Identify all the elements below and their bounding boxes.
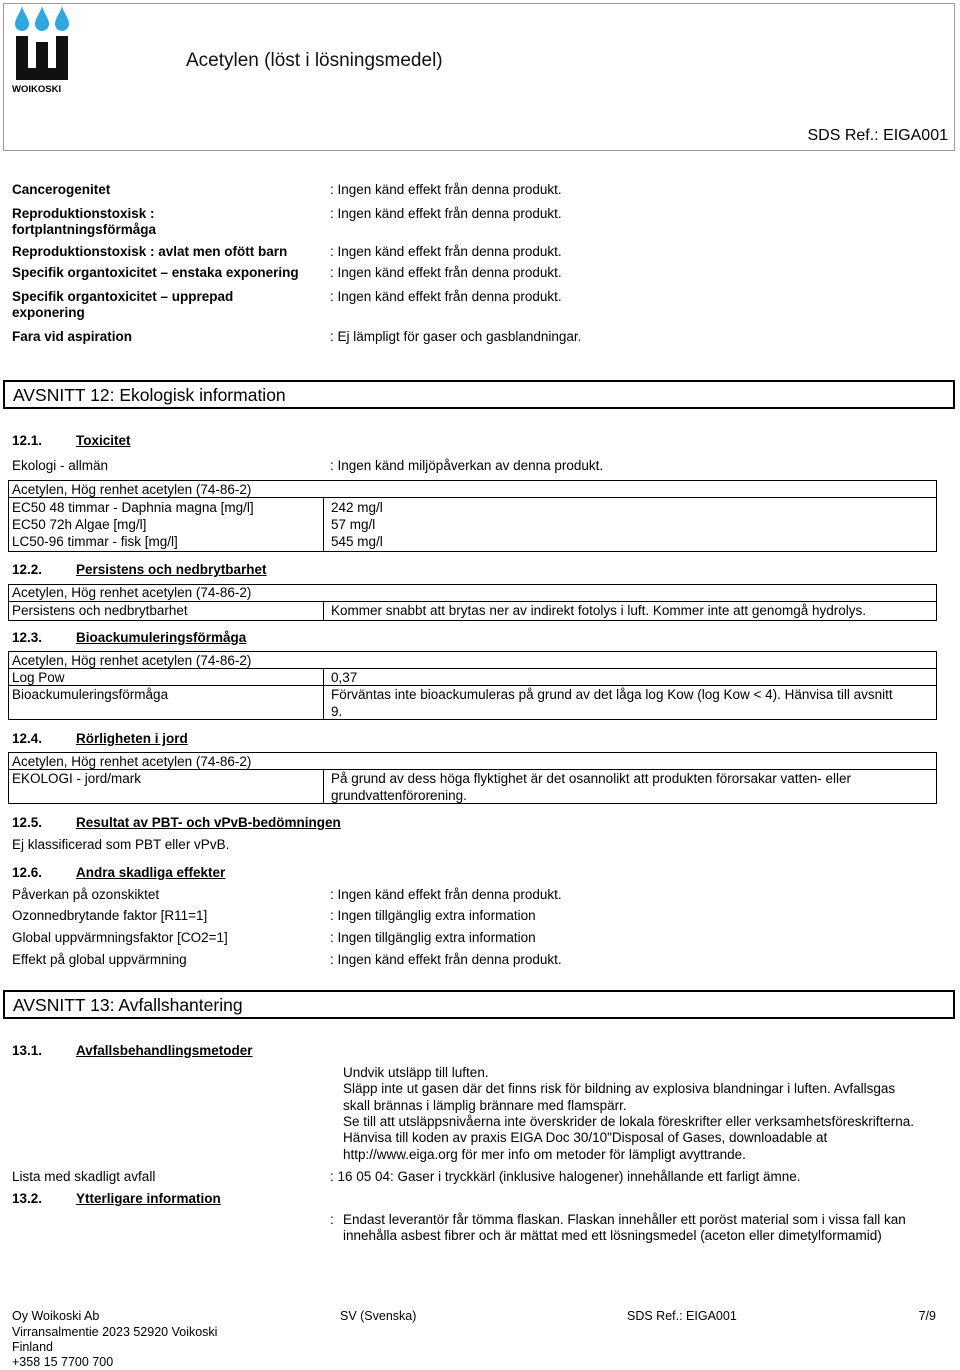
s123-table-column-divider <box>323 668 324 720</box>
s121-row-label-daphnia: EC50 48 timmar - Daphnia magna [mg/l] <box>12 500 254 515</box>
s122-heading: Persistens och nedbrytbarhet <box>76 562 267 577</box>
footer-company: Oy Woikoski Ab <box>12 1309 100 1323</box>
s123-heading: Bioackumuleringsförmåga <box>76 630 247 645</box>
s124-heading: Rörligheten i jord <box>76 731 188 746</box>
s126-value-gwp: : Ingen tillgänglig extra information <box>330 930 536 945</box>
section-12-title: AVSNITT 12: Ekologisk information <box>13 385 286 405</box>
s121-row-label-fish: LC50-96 timmar - fisk [mg/l] <box>12 534 178 549</box>
tox-label-unborn: Reproduktionstoxisk : avlat men ofött barn <box>12 244 288 259</box>
s131-waste-label: Lista med skadligt avfall <box>12 1169 156 1184</box>
s121-row-value-algae: 57 mg/l <box>331 517 376 532</box>
s122-row-label: Persistens och nedbrytbarhet <box>12 603 188 618</box>
s121-table-divider <box>8 497 937 498</box>
s124-table-divider <box>8 769 937 770</box>
tox-label-stot-single: Specifik organtoxicitet – enstaka exponering <box>12 265 299 280</box>
footer-page-number: 7/9 <box>918 1309 936 1323</box>
footer-language: SV (Svenska) <box>340 1309 417 1323</box>
s125-text: Ej klassificerad som PBT eller vPvB. <box>12 837 230 852</box>
s131-waste-value: : 16 05 04: Gaser i tryckkärl (inklusive halogener) innehållande ett farligt ämne. <box>330 1169 801 1184</box>
s131-number: 13.1. <box>12 1043 43 1058</box>
s131-line-4: Se till att utsläppsnivåerna inte överskrider de lokala föreskrifter eller verksamhetsföreskrifterna. <box>343 1114 914 1129</box>
s126-number: 12.6. <box>12 865 43 880</box>
s122-table-column-divider <box>323 601 324 621</box>
s124-row-label: EKOLOGI - jord/mark <box>12 771 142 786</box>
section-13-header <box>3 990 955 1019</box>
tox-label-stot-repeat-2: exponering <box>12 305 85 320</box>
s132-line-1: Endast leverantör får tömma flaskan. Flaskan innehåller ett poröst material som i vissa fall kan <box>343 1212 906 1227</box>
woikoski-logo <box>12 6 72 98</box>
s124-row-value-line2: grundvattenförorening. <box>331 788 467 803</box>
s131-line-6: http://www.eiga.org för mer info om metoder för lämpligt avyttrande. <box>343 1147 746 1162</box>
s125-number: 12.5. <box>12 815 43 830</box>
s121-heading: Toxicitet <box>76 433 131 448</box>
s132-heading: Ytterligare information <box>76 1191 221 1206</box>
s124-table-title: Acetylen, Hög renhet acetylen (74-86-2) <box>12 754 252 769</box>
s123-table-title: Acetylen, Hög renhet acetylen (74-86-2) <box>12 653 252 668</box>
s126-label-odp: Ozonnedbrytande faktor [R11=1] <box>12 908 208 923</box>
tox-value-repro: : Ingen känd effekt från denna produkt. <box>330 206 562 221</box>
s121-general-label: Ekologi - allmän <box>12 458 109 473</box>
footer-sds-ref: SDS Ref.: EIGA001 <box>627 1309 737 1323</box>
s121-table-column-divider <box>323 497 324 552</box>
s122-row-value: Kommer snabbt att brytas ner av indirekt fotolys i luft. Kommer inte att genomgå hydrolys. <box>331 603 866 618</box>
s126-label-global-warming: Effekt på global uppvärmning <box>12 952 187 967</box>
s121-number: 12.1. <box>12 433 43 448</box>
s132-number: 13.2. <box>12 1191 43 1206</box>
s132-colon: : <box>330 1212 334 1227</box>
document-title: Acetylen (löst i lösningsmedel) <box>186 50 443 71</box>
tox-label-repro-1: Reproduktionstoxisk : <box>12 206 155 221</box>
s123-bio-label: Bioackumuleringsförmåga <box>12 687 169 702</box>
s131-line-1: Undvik utsläpp till luften. <box>343 1065 489 1080</box>
s126-label-ozone: Påverkan på ozonskiktet <box>12 887 160 902</box>
tox-label-repro-2: fortplantningsförmåga <box>12 222 156 237</box>
s123-number: 12.3. <box>12 630 43 645</box>
s123-table-divider-1 <box>8 668 937 669</box>
logo-wordmark: WOIKOSKI <box>12 84 62 95</box>
s126-value-ozone: : Ingen känd effekt från denna produkt. <box>330 887 562 902</box>
s124-table-column-divider <box>323 769 324 804</box>
tox-label-aspiration: Fara vid aspiration <box>12 329 133 344</box>
tox-value-unborn: : Ingen känd effekt från denna produkt. <box>330 244 562 259</box>
s123-bio-value-line2: 9. <box>331 704 343 719</box>
s131-line-2: Släpp inte ut gasen där det finns risk för bildning av explosiva blandningar i luften. Avfallsgas <box>343 1081 896 1096</box>
s123-bio-value-line1: Förväntas inte bioackumuleras på grund av det låga log Kow (log Kow < 4). Hänvisa till avsnitt <box>331 687 893 702</box>
tox-value-stot-repeat: : Ingen känd effekt från denna produkt. <box>330 289 562 304</box>
s122-number: 12.2. <box>12 562 43 577</box>
s131-heading: Avfallsbehandlingsmetoder <box>76 1043 253 1058</box>
s122-table-divider <box>8 601 937 602</box>
tox-label-cancer: Cancerogenitet <box>12 182 111 197</box>
s121-general-value: : Ingen känd miljöpåverkan av denna produkt. <box>330 458 604 473</box>
s126-value-global-warming: : Ingen känd effekt från denna produkt. <box>330 952 562 967</box>
section-12-header <box>3 380 955 409</box>
s131-line-5: Hänvisa till koden av praxis EIGA Doc 30/10"Disposal of Gases, downloadable at <box>343 1130 828 1145</box>
s124-row-value-line1: På grund av dess höga flyktighet är det osannolikt att produkten förorsakar vatten- eller <box>331 771 852 786</box>
section-13-title: AVSNITT 13: Avfallshantering <box>13 995 243 1015</box>
footer-country: Finland <box>12 1340 53 1354</box>
tox-value-aspiration: : Ej lämpligt för gaser och gasblandningar. <box>330 329 582 344</box>
s126-label-gwp: Global uppvärmningsfaktor [CO2=1] <box>12 930 228 945</box>
tox-value-stot-single: : Ingen känd effekt från denna produkt. <box>330 265 562 280</box>
header-sds-ref: SDS Ref.: EIGA001 <box>807 127 948 144</box>
s121-table-title: Acetylen, Hög renhet acetylen (74-86-2) <box>12 482 252 497</box>
tox-value-cancer: : Ingen känd effekt från denna produkt. <box>330 182 562 197</box>
s126-value-odp: : Ingen tillgänglig extra information <box>330 908 536 923</box>
s123-logpow-value: 0,37 <box>331 670 358 685</box>
footer-address: Virransalmentie 2023 52920 Voikoski <box>12 1325 218 1339</box>
s126-heading: Andra skadliga effekter <box>76 865 226 880</box>
s125-heading: Resultat av PBT- och vPvB-bedömningen <box>76 815 341 830</box>
s122-table-title: Acetylen, Hög renhet acetylen (74-86-2) <box>12 585 252 600</box>
s124-number: 12.4. <box>12 731 43 746</box>
s121-row-value-fish: 545 mg/l <box>331 534 383 549</box>
s131-line-3: skall brännas i lämplig brännare med flamspärr. <box>343 1098 627 1113</box>
s123-logpow-label: Log Pow <box>12 670 65 685</box>
s132-line-2: innehålla asbest fibrer och är mättat med ett lösningsmedel (aceton eller dimetylformamid) <box>343 1228 882 1243</box>
s123-table-divider-2 <box>8 685 937 686</box>
tox-label-stot-repeat-1: Specifik organtoxicitet – upprepad <box>12 289 234 304</box>
s121-row-value-daphnia: 242 mg/l <box>331 500 383 515</box>
s121-row-label-algae: EC50 72h Algae [mg/l] <box>12 517 147 532</box>
footer-phone: +358 15 7700 700 <box>12 1355 114 1369</box>
